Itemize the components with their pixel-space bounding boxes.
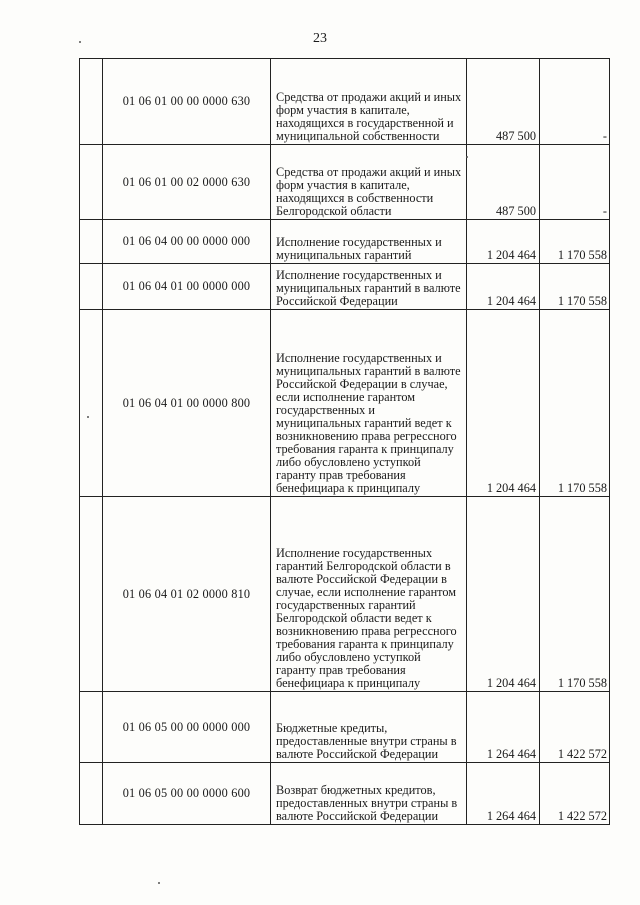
value-column-2: 1 170 558 [540,497,610,692]
row-description: Исполнение государственных и муниципальных гарантий в валюте Российской Федерации в случае, если исполнение гарантом государственных и муниципальных гарантий ведет к возникновению права регрессного требования гаранта к принципалу либо обусловлено уступкой гаранту прав требования бенефициара к принципалу [271,310,467,497]
table-row [80,310,610,497]
budget-code: 01 06 04 00 00 0000 000 [103,220,271,264]
scan-speck [158,882,160,884]
row-description: Исполнение государственных и муниципальных гарантий [271,220,467,264]
value-column-1: 487 500 [467,59,540,145]
blank-cell [80,497,103,692]
table-row [80,763,610,825]
scan-speck [79,41,81,43]
value-column-1: 1 204 464 [467,310,540,497]
page-number: 23 [313,31,327,46]
row-description: Возврат бюджетных кредитов, предоставленных внутри страны в валюте Российской Федерации [271,763,467,825]
value-column-1: 1 204 464 [467,220,540,264]
blank-cell [80,264,103,310]
budget-code: 01 06 04 01 00 0000 800 [103,310,271,497]
value-column-2: - [540,59,610,145]
budget-code: 01 06 05 00 00 0000 600 [103,763,271,825]
table-row [80,59,610,145]
value-column-2: 1 170 558 [540,310,610,497]
value-column-1: 1 264 464 [467,692,540,763]
budget-code: 01 06 01 00 02 0000 630 [103,145,271,220]
value-column-2: 1 170 558 [540,264,610,310]
blank-cell [80,145,103,220]
scan-speck [87,416,89,418]
budget-code: 01 06 01 00 00 0000 630 [103,59,271,145]
table-row [80,497,610,692]
blank-cell [80,59,103,145]
table-row [80,692,610,763]
blank-cell [80,692,103,763]
value-column-2: 1 422 572 [540,692,610,763]
value-column-1: 1 204 464 [467,497,540,692]
value-column-2: 1 422 572 [540,763,610,825]
blank-cell [80,220,103,264]
table-row [80,145,610,220]
budget-sources-table [79,58,610,825]
blank-cell [80,310,103,497]
blank-cell [80,763,103,825]
value-column-2: 1 170 558 [540,220,610,264]
value-column-1: 1 264 464 [467,763,540,825]
row-description: Исполнение государственных гарантий Белгородской области в валюте Российской Федерации в случае, если исполнение гарантом государственных гарантий Белгородской области ведет к возникновению права регрессного требования гаранта к принципалу либо обусловлено уступкой гаранту прав требования бенефициара к принципалу [271,497,467,692]
value-column-2: - [540,145,610,220]
row-description: Бюджетные кредиты, предоставленные внутри страны в валюте Российской Федерации [271,692,467,763]
row-description: Средства от продажи акций и иных форм участия в капитале, находящихся в собственности Белгородской области [271,145,467,220]
table-row [80,220,610,264]
value-column-1: 487 500 [467,145,540,220]
row-description: Средства от продажи акций и иных форм участия в капитале, находящихся в государственной и муниципальной собственности [271,59,467,145]
budget-code: 01 06 04 01 02 0000 810 [103,497,271,692]
scan-speck [466,156,468,158]
budget-code: 01 06 05 00 00 0000 000 [103,692,271,763]
table-row [80,264,610,310]
budget-code: 01 06 04 01 00 0000 000 [103,264,271,310]
value-column-1: 1 204 464 [467,264,540,310]
row-description: Исполнение государственных и муниципальных гарантий в валюте Российской Федерации [271,264,467,310]
